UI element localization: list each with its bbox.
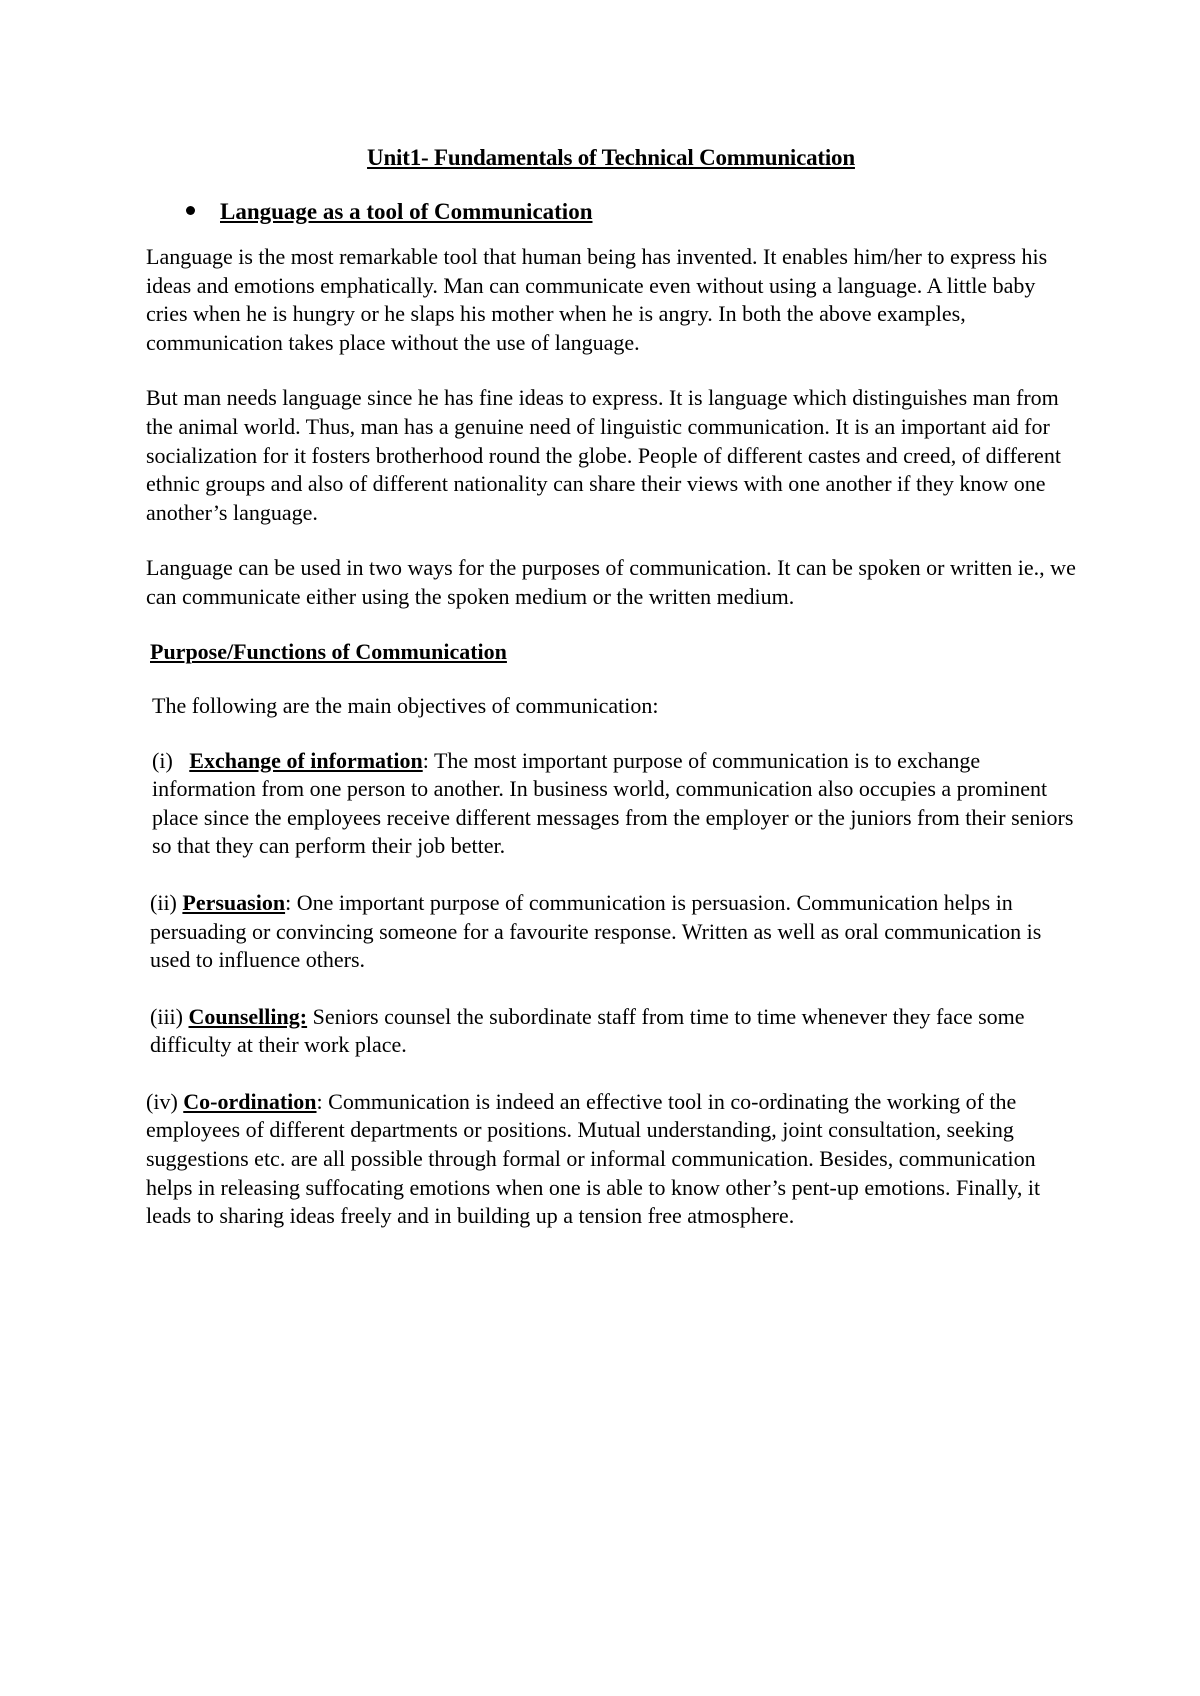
paragraph-2: But man needs language since he has fine ideas to express. It is language which distinguishes man from the animal world. Thus, man has a genuine need of linguistic communication. It is an important aid for socialization for it fosters brotherhood round the globe. People of different castes and creed, of different ethnic groups and also of different nationality can share their views with one another if they know one another’s language. [146, 385, 1061, 525]
bullet-heading [186, 199, 1076, 225]
bullet-icon [186, 206, 195, 215]
item-term: Co-ordination [183, 1088, 317, 1114]
item-text: Communication is indeed an effective tool in co-ordinating the working of the employees of different departments or positions. Mutual understanding, joint consultation, seeking suggestions etc. are all possible through formal or informal communication. Besides, communication helps in releasing suffocating emotions when one is able to know other’s pent-up emotions. Finally, it leads to sharing ideas freely and in building up a tension free atmosphere. [146, 1088, 1041, 1229]
item-term: Persuasion [182, 889, 286, 915]
intro-line: The following are the main objectives of communication: [152, 692, 659, 718]
section-heading: Purpose/Functions of Communication [150, 638, 507, 664]
paragraph-3: Language can be used in two ways for the purposes of communication. It can be spoken or written ie., we can communicate either using the spoken medium or the written medium. [146, 555, 1076, 609]
item-term: Counselling: [188, 1003, 308, 1029]
item-separator: : [422, 747, 429, 773]
document-title: Unit1- Fundamentals of Technical Communication [367, 145, 855, 170]
item-number: (iii) [150, 1003, 183, 1029]
item-separator: : [285, 889, 292, 915]
item-separator: : [316, 1088, 323, 1114]
item-text: Seniors counsel the subordinate staff from time to time whenever they face some difficulty at their work place. [150, 1003, 1025, 1058]
item-text: One important purpose of communication is persuasion. Communication helps in persuading or convincing someone for a favourite response. Written as well as oral communication is used to influence others. [150, 889, 1042, 973]
item-number: (iv) [146, 1088, 178, 1114]
list-item [146, 889, 1076, 975]
paragraph-1: Language is the most remarkable tool that human being has invented. It enables him/her to express his ideas and emotions emphatically. Man can communicate even without using a language. A little baby cries when he is hungry or he slaps his mother when he is angry. In both the above examples, communication takes place without the use of language. [146, 244, 1048, 355]
list-item [146, 1088, 1076, 1231]
item-text: The most important purpose of communication is to exchange information from one person to another. In business world, communication also occupies a prominent place since the employees receive different messages from the employer or the juniors from their seniors so that they can perform their job better. [152, 747, 1074, 859]
list-item [146, 747, 1076, 861]
document-page [146, 145, 1076, 1259]
item-term: Exchange of information [189, 747, 423, 773]
item-number: (i) [152, 747, 173, 773]
bullet-heading-text: Language as a tool of Communication [220, 199, 593, 224]
item-number: (ii) [150, 889, 177, 915]
list-item [146, 1003, 1076, 1060]
